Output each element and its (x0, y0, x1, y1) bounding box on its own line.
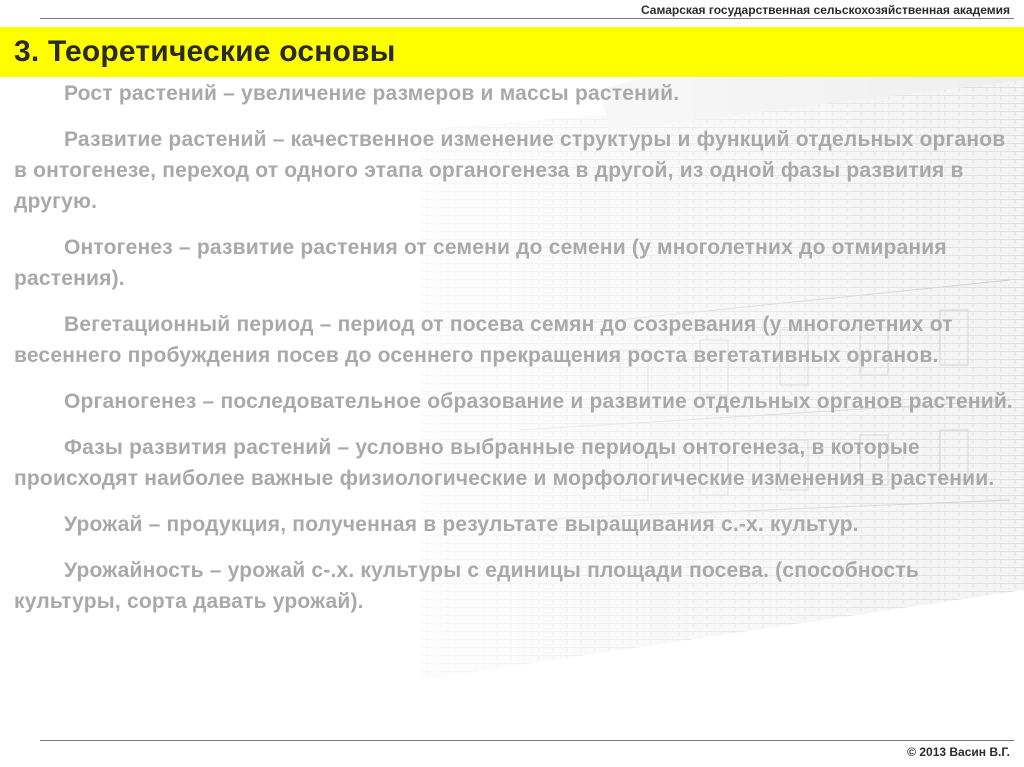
footer-divider (40, 740, 1014, 741)
definition-paragraph: Органогенез – последовательное образование и развитие отдельных органов растений. (64, 390, 1013, 413)
definition-paragraph: Урожайность – урожай с-.х. культуры с единицы площади посева. (способность культуры, сорта давать урожай). (14, 559, 920, 613)
definition-paragraph: Вегетационный период – период от посева семян до созревания (у многолетних от весеннего пробуждения посев до осеннего прекращения роста вегетативных органов. (14, 313, 953, 367)
definition-paragraph: Рост растений – увеличение размеров и массы растений. (64, 82, 680, 105)
institution-name: Самарская государственная сельскохозяйственная академия (640, 3, 1010, 17)
definition-paragraph: Фазы развития растений – условно выбранные периоды онтогенеза, в которые происходят наиболее важные физиологические и морфологические изменения в растении. (14, 436, 995, 490)
definition-paragraph: Развитие растений – качественное изменение структуры и функций отдельных органов в онтогенезе, переход от одного этапа органогенеза в другой, из одной фазы развития в другую. (14, 128, 1006, 213)
slide-content (14, 78, 1014, 632)
title-bar (0, 27, 1024, 77)
slide-title: 3. Теоретические основы (14, 35, 396, 68)
definition-paragraph: Урожай – продукция, полученная в результате выращивания с.-х. культур. (64, 513, 859, 536)
definition-paragraph: Онтогенез – развитие растения от семени до семени (у многолетних до отмирания растения). (14, 236, 947, 290)
header-divider (40, 18, 1014, 19)
copyright-notice: © 2013 Васин В.Г. (907, 745, 1010, 759)
